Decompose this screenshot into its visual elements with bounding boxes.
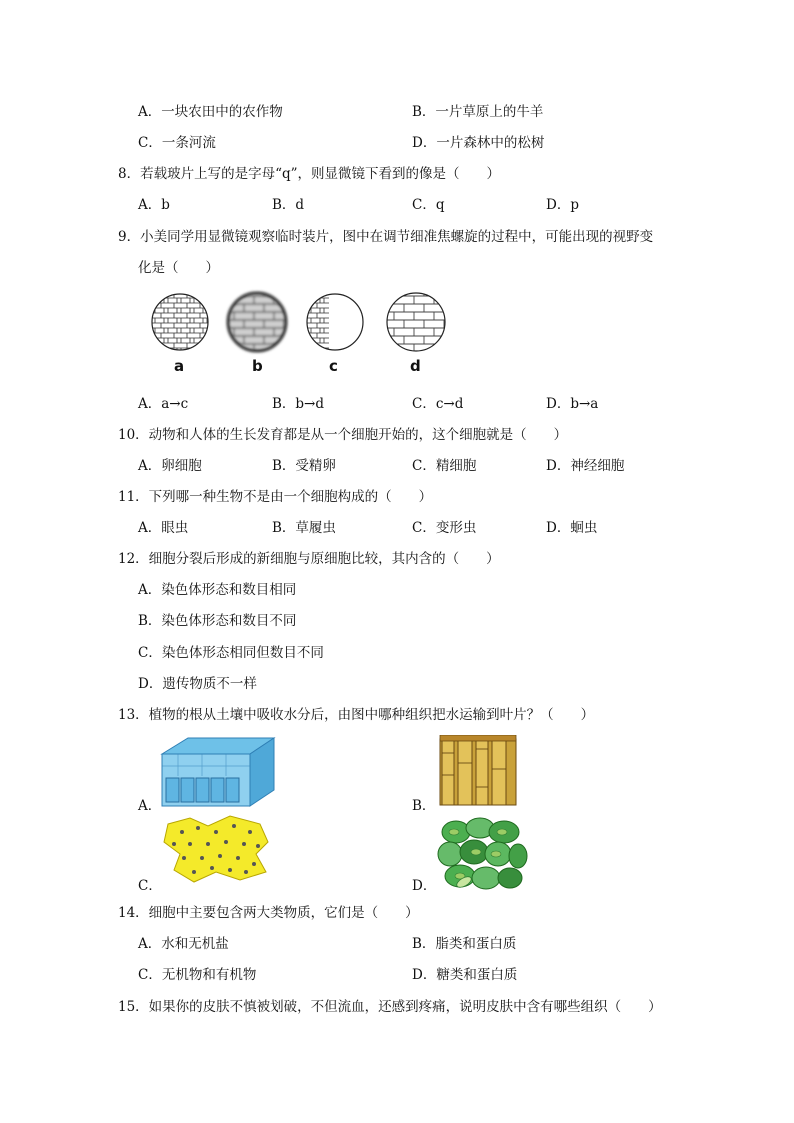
q8-option-b: B．d: [272, 197, 305, 213]
q14-stem: 14．细胞中主要包含两大类物质，它们是（ ）: [118, 905, 419, 921]
q9-stem-line2: 化是（ ）: [138, 260, 219, 276]
q11-option-a: A．眼虫: [138, 520, 189, 536]
figure-label-c: c: [329, 357, 338, 375]
q14-option-c: C．无机物和有机物: [138, 967, 257, 983]
q12-option-d: D．遗传物质不一样: [138, 676, 257, 692]
field-b: [226, 292, 288, 354]
tissue-image-a: [158, 736, 276, 808]
figure-label-d: d: [410, 357, 421, 375]
q9-option-a: A．a→c: [138, 396, 189, 412]
q14-option-a: A．水和无机盐: [138, 936, 229, 952]
q8-option-c: C．q: [412, 197, 445, 213]
q8-stem: 8．若载玻片上写的是字母“q”，则显微镜下看到的像是（ ）: [118, 166, 501, 182]
q7-option-c: C．一条河流: [138, 135, 216, 151]
field-d: [386, 292, 448, 354]
q13-stem: 13．植物的根从土壤中吸收水分后，由图中哪种组织把水运输到叶片？（ ）: [118, 707, 595, 723]
q14-option-d: D．糖类和蛋白质: [412, 967, 518, 983]
tissue-image-b: [436, 735, 520, 809]
q15-stem: 15．如果你的皮肤不慎被划破，不但流血，还感到疼痛，说明皮肤中含有哪些组织（ ）: [118, 999, 662, 1015]
field-a: [150, 292, 212, 354]
q12-option-a: A．染色体形态和数目相同: [138, 582, 297, 598]
q10-option-a: A．卵细胞: [138, 458, 202, 474]
figure-label-a: a: [174, 357, 185, 375]
field-c: [305, 292, 363, 354]
q11-option-d: D．蛔虫: [546, 520, 598, 536]
q13-option-b: B．: [412, 798, 436, 814]
q13-option-a: A．: [138, 798, 162, 814]
q11-option-b: B．草履虫: [272, 520, 336, 536]
q10-option-b: B．受精卵: [272, 458, 336, 474]
q10-stem: 10．动物和人体的生长发育都是从一个细胞开始的，这个细胞就是（ ）: [118, 427, 568, 443]
q9-stem-line1: 9．小美同学用显微镜观察临时装片，图中在调节细准焦螺旋的过程中，可能出现的视野变: [118, 229, 654, 245]
q9-option-c: C．c→d: [412, 396, 464, 412]
figure-label-b: b: [252, 357, 263, 375]
q8-option-d: D．p: [546, 197, 579, 213]
q7-option-b: B．一片草原上的牛羊: [412, 104, 544, 120]
q12-stem: 12．细胞分裂后形成的新细胞与原细胞比较，其内含的（ ）: [118, 551, 500, 567]
q7-option-a: A．一块农田中的农作物: [138, 104, 283, 120]
q10-option-c: C．精细胞: [412, 458, 477, 474]
q13-option-d: D．: [412, 878, 437, 894]
q10-option-d: D．神经细胞: [546, 458, 625, 474]
q9-option-d: D．b→a: [546, 396, 599, 412]
q11-stem: 11．下列哪一种生物不是由一个细胞构成的（ ）: [118, 489, 433, 505]
q8-option-a: A．b: [138, 197, 170, 213]
q13-option-c: C．: [138, 878, 162, 894]
tissue-image-d: [436, 816, 528, 894]
tissue-image-c: [160, 814, 272, 884]
q12-option-b: B．染色体形态和数目不同: [138, 613, 297, 629]
q14-option-b: B．脂类和蛋白质: [412, 936, 517, 952]
q11-option-c: C．变形虫: [412, 520, 477, 536]
q12-option-c: C．染色体形态相同但数目不同: [138, 645, 324, 661]
q7-option-d: D．一片森林中的松树: [412, 135, 545, 151]
q9-option-b: B．b→d: [272, 396, 325, 412]
